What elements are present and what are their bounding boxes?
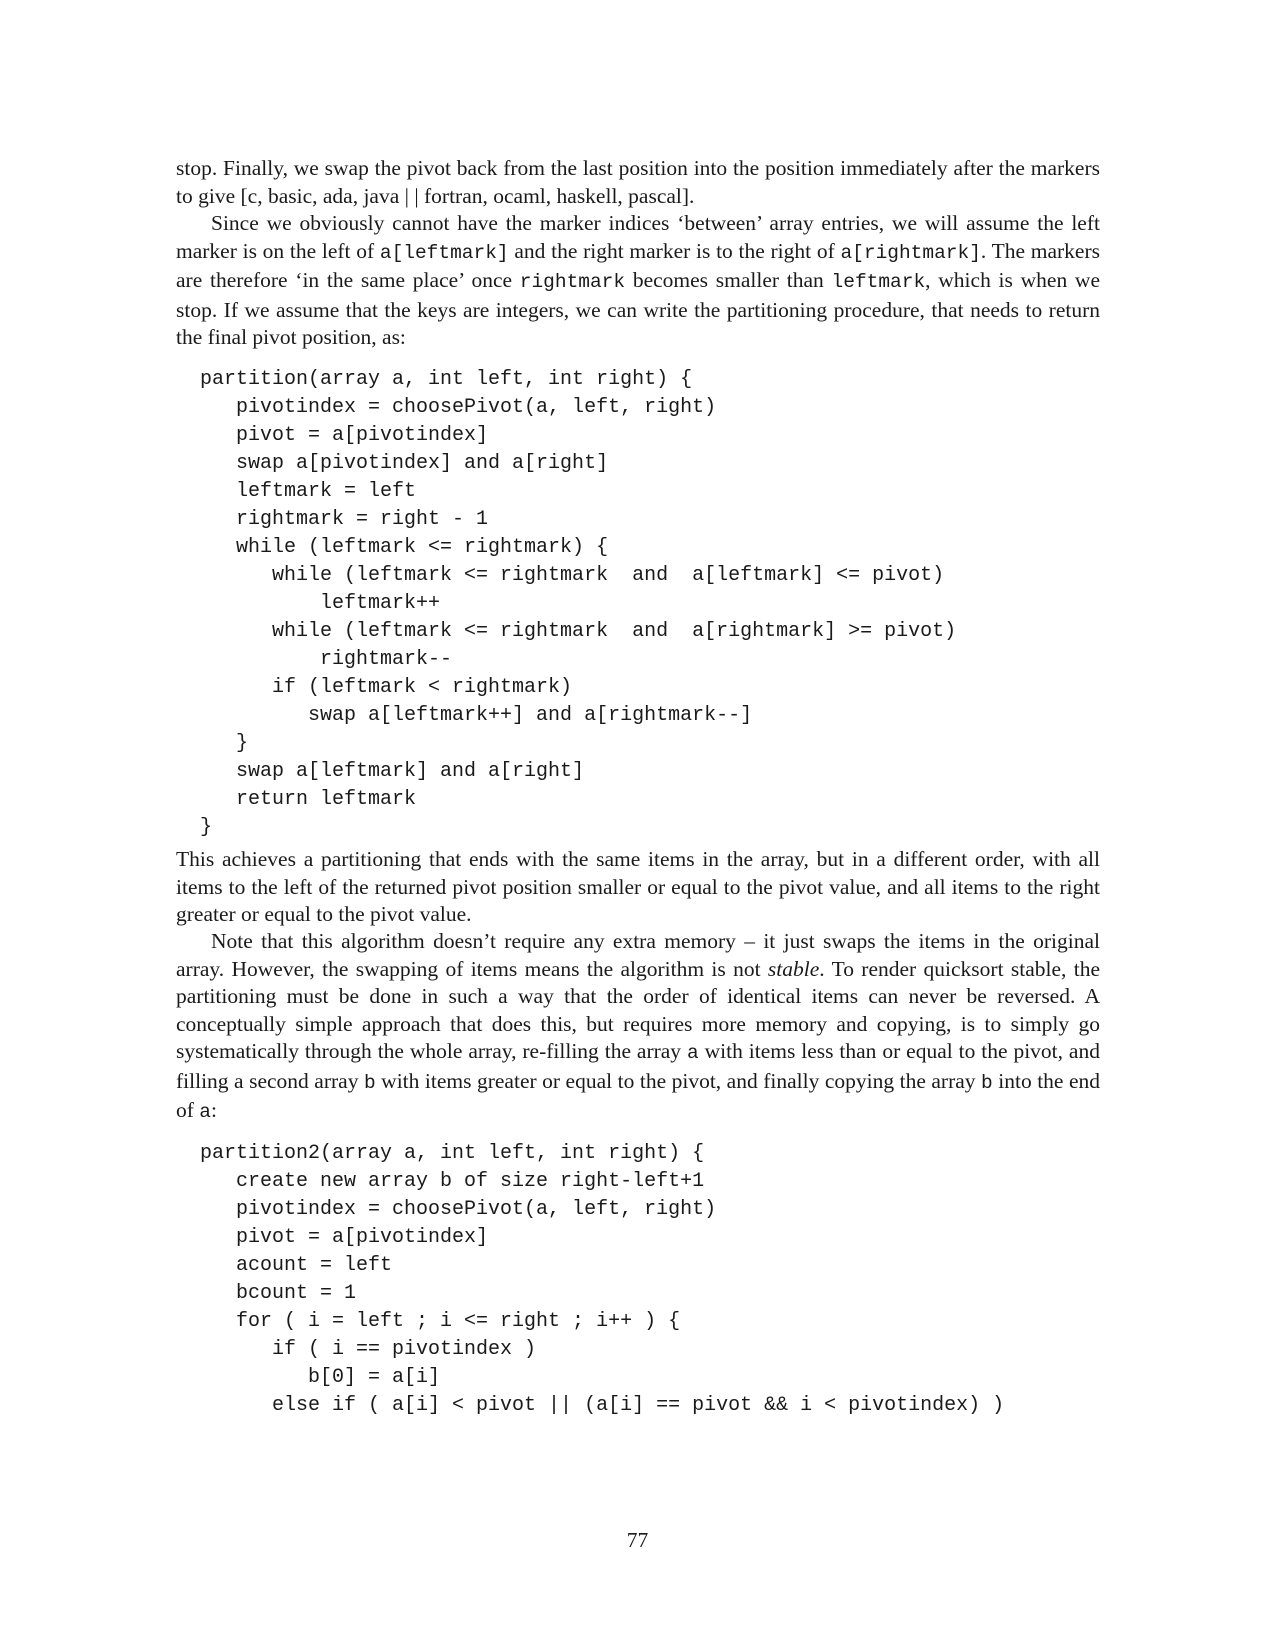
code-line: rightmark = right - 1	[200, 508, 489, 531]
inline-code-a: a	[199, 1101, 211, 1123]
paragraph-text: , which is when we stop. If we assume that the keys are integers, we can write the partitioning procedure, that needs to return the final pivot position, as:	[176, 268, 1100, 349]
code-line: bcount = 1	[200, 1282, 357, 1305]
code-line: for ( i = left ; i <= right ; i++ ) {	[200, 1310, 681, 1333]
code-line: pivot = a[pivotindex]	[200, 1226, 489, 1249]
paragraph-text: . The markers are therefore ‘in the same place’ once	[176, 238, 1101, 292]
emphasis-stable: stable	[767, 956, 820, 981]
paragraph-text: into the end of	[176, 1068, 1101, 1122]
inline-code-b: b	[981, 1071, 993, 1094]
code-line: while (leftmark <= rightmark and a[leftmark] <= pivot)	[200, 564, 945, 587]
code-line: b[0] = a[i]	[200, 1366, 441, 1389]
code-line: return leftmark	[200, 788, 417, 811]
paragraph-text: with items less than or equal to the pivot, and filling a second array	[176, 1039, 1100, 1093]
code-line: pivotindex = choosePivot(a, left, right)	[200, 1198, 717, 1221]
paragraph-marker-indices	[176, 210, 1100, 352]
code-block-partition2	[200, 1140, 1004, 1420]
paragraph-text: . To render quicksort stable, the partitioning must be done in such a way that the order of identical items can never be reversed. A conceptually simple approach that does this, but requires more memory and copying, is to simply go systematically through the whole array, re-filling the array	[176, 956, 1100, 1063]
paragraph-text: becomes smaller than	[625, 268, 832, 292]
inline-code-leftmark-entry: a[leftmark]	[379, 241, 509, 264]
code-line: partition2(array a, int left, int right) {	[200, 1142, 705, 1165]
code-line: partition(array a, int left, int right) {	[200, 368, 693, 391]
code-line: else if ( a[i] < pivot || (a[i] == pivot && i < pivotindex) )	[200, 1394, 1005, 1417]
paragraph-text: stop. Finally, we swap the pivot back from the last position into the position immediately after the markers to give [c, basic, ada, java | | fortran, ocaml, haskell, pascal].	[176, 156, 1100, 208]
code-line: swap a[pivotindex] and a[right]	[200, 452, 609, 475]
code-line: pivot = a[pivotindex]	[200, 424, 489, 447]
code-line: swap a[leftmark] and a[right]	[200, 760, 585, 783]
code-line: rightmark--	[200, 648, 453, 671]
paragraph-text: and the right marker is to the right of	[508, 238, 841, 263]
inline-code-a: a	[686, 1042, 699, 1064]
code-line: if (leftmark < rightmark)	[200, 676, 573, 699]
code-line: leftmark = left	[200, 480, 417, 503]
code-line: create new array b of size right-left+1	[200, 1170, 705, 1193]
paragraph-text: with items greater or equal to the pivot, and finally copying the array	[375, 1068, 982, 1093]
code-line: }	[200, 816, 213, 839]
paragraph-text: This achieves a partitioning that ends with the same items in the array, but in a different order, with all items to the left of the returned pivot position smaller or equal to the pivot value, and all items to the right greater or equal to the pivot value.	[176, 847, 1100, 926]
inline-code-b: b	[363, 1071, 376, 1094]
paragraph-text: :	[211, 1098, 217, 1122]
paragraph-partitioning-result	[176, 846, 1100, 929]
inline-code-rightmark-entry: a[rightmark]	[840, 241, 981, 264]
code-line: if ( i == pivotindex )	[200, 1338, 537, 1361]
code-line: while (leftmark <= rightmark and a[rightmark] >= pivot)	[200, 620, 957, 643]
code-line: acount = left	[200, 1254, 393, 1277]
code-line: swap a[leftmark++] and a[rightmark--]	[200, 704, 753, 727]
paragraph-text: Note that this algorithm doesn’t require any extra memory – it just swaps the items in the original array. However, the swapping of items means the algorithm is not	[176, 929, 1100, 981]
code-block-partition	[200, 366, 956, 842]
paragraph-text: Since we obviously cannot have the marker indices ‘between’ array entries, we will assume the left marker is on the left of	[176, 211, 1100, 263]
paragraph-swap-pivot-back	[176, 155, 1100, 210]
inline-code-leftmark: leftmark	[831, 271, 926, 293]
paragraph-stability-note	[176, 928, 1100, 1127]
code-line: pivotindex = choosePivot(a, left, right)	[200, 396, 717, 419]
inline-code-rightmark: rightmark	[519, 271, 626, 293]
page-number: 77	[626, 1528, 649, 1552]
code-line: leftmark++	[200, 592, 441, 615]
code-line: }	[200, 732, 249, 755]
code-line: while (leftmark <= rightmark) {	[200, 536, 609, 559]
